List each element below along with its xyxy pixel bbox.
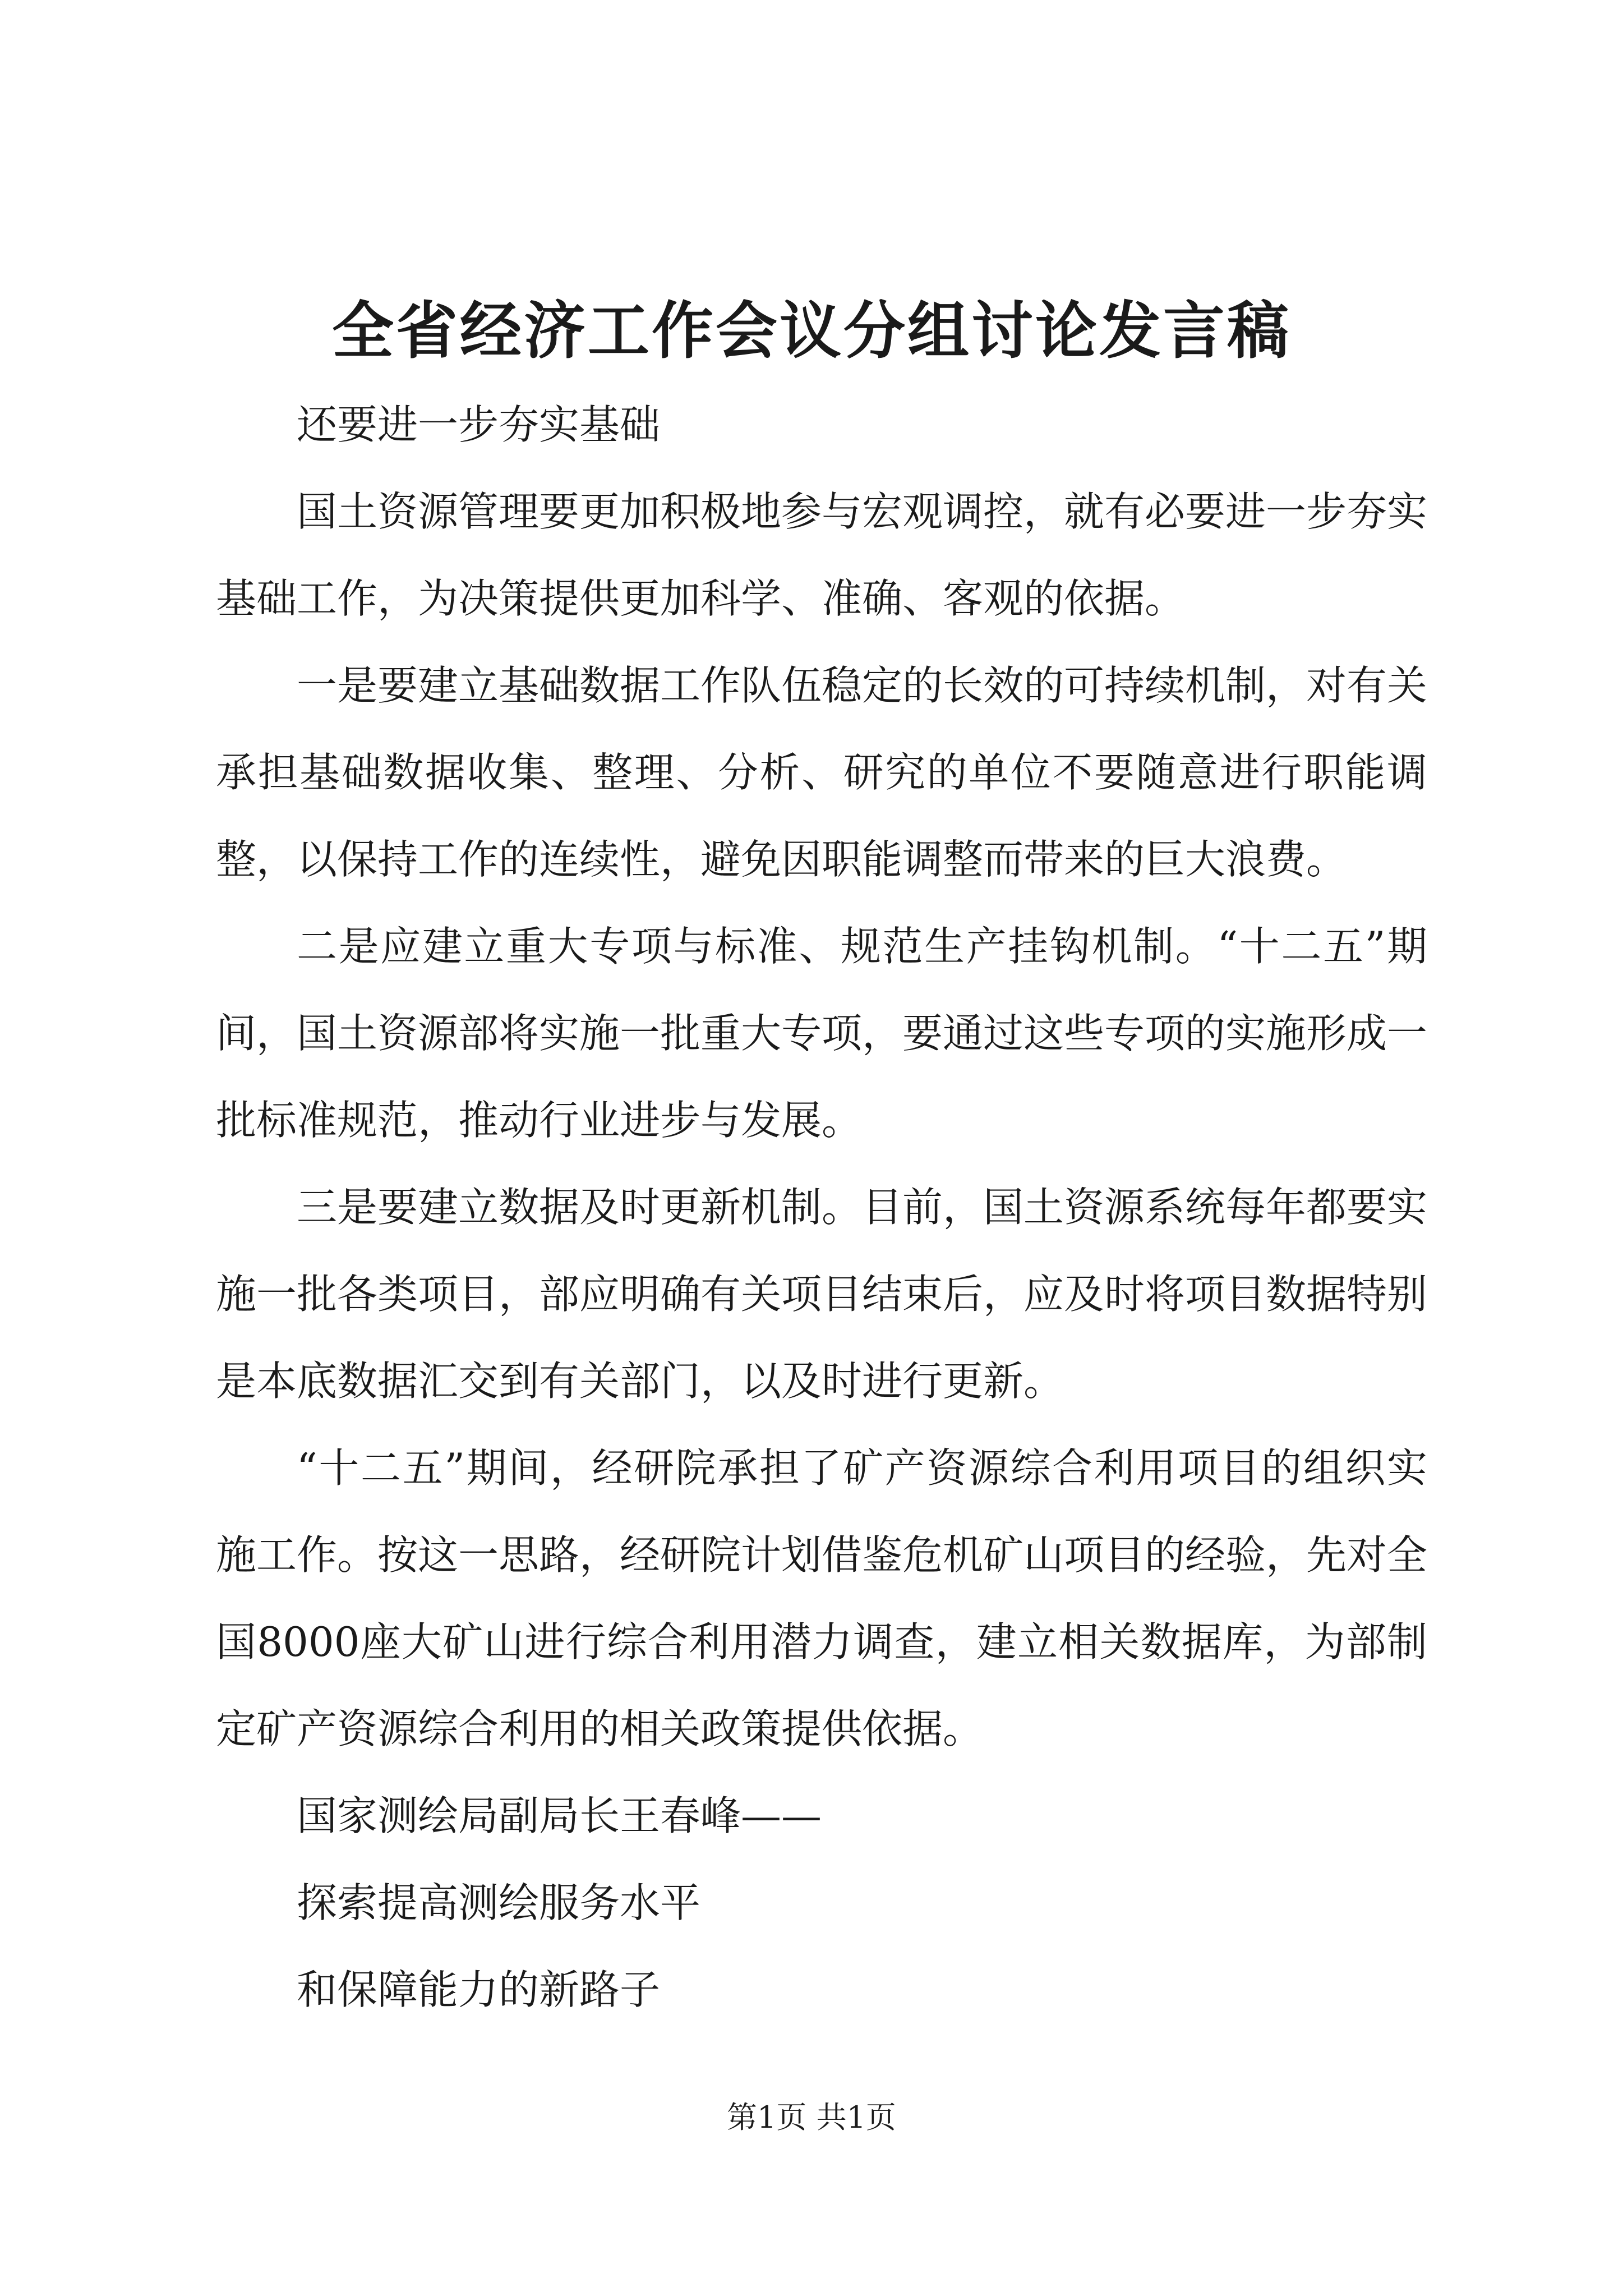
document-body — [216, 381, 1427, 2033]
paragraph: 探索提高测绘服务水平 — [297, 1879, 701, 1926]
paragraph: “十二五”期间，经研院承担了矿产资源综合利用项目的组织实施工作。按这一思路，经研院计划借鉴危机矿山项目的经验，先对全国8000座大矿山进行综合利用潜力调查，建立相关数据库，为部制定矿产资源综合利用的相关政策提供依据。 — [216, 1444, 1428, 1752]
paragraph: 国家测绘局副局长王春峰—— — [297, 1792, 822, 1839]
paragraph: 三是要建立数据及时更新机制。目前，国土资源系统每年都要实施一批各类项目，部应明确有关项目结束后，应及时将项目数据特别是本底数据汇交到有关部门，以及时进行更新。 — [216, 1184, 1428, 1405]
paragraph: 国土资源管理要更加积极地参与宏观调控，就有必要进一步夯实基础工作，为决策提供更加科学、准确、客观的依据。 — [216, 488, 1428, 622]
paragraph: 还要进一步夯实基础 — [297, 401, 661, 448]
document-title: 全省经济工作会议分组讨论发言稿 — [332, 295, 1291, 367]
paragraph: 二是应建立重大专项与标准、规范生产挂钩机制。“十二五”期间，国土资源部将实施一批重大专项，要通过这些专项的实施形成一批标准规范，推动行业进步与发展。 — [216, 923, 1428, 1144]
paragraph: 和保障能力的新路子 — [297, 1966, 661, 2013]
page-footer: 第1页 共1页 — [727, 2100, 896, 2135]
paragraph: 一是要建立基础数据工作队伍稳定的长效的可持续机制，对有关承担基础数据收集、整理、分析、研究的单位不要随意进行职能调整，以保持工作的连续性，避免因职能调整而带来的巨大浪费。 — [216, 662, 1428, 883]
